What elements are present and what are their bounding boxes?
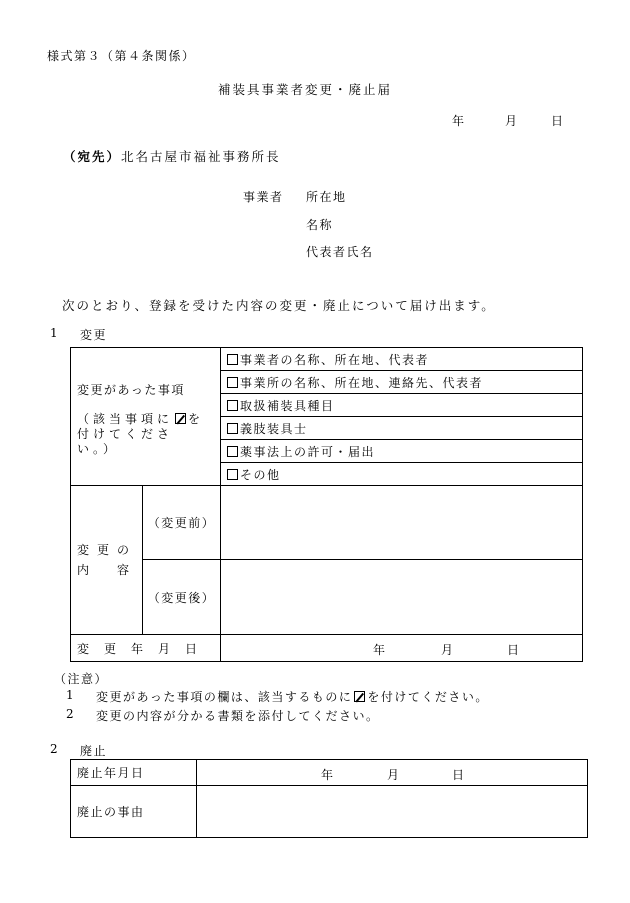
- option-row[interactable]: 取扱補装具種目: [221, 394, 583, 417]
- option-row[interactable]: 薬事法上の許可・届出: [221, 440, 583, 463]
- checkbox-icon[interactable]: [227, 446, 238, 457]
- abolition-date-input[interactable]: 年 月 日: [197, 760, 588, 786]
- changed-items-note: （該当事項に を 付けてくださ い。）: [77, 412, 205, 456]
- changed-items-label-cell: [71, 348, 221, 486]
- option-row[interactable]: その他: [221, 463, 583, 486]
- changed-items-label: 変更があった事項: [77, 383, 185, 397]
- document-title: 補装具事業者変更・廃止届: [218, 82, 393, 97]
- note-1: 変更があった事項の欄は、該当するものに を付けてください。: [96, 690, 489, 704]
- date-day-label: 日: [551, 114, 565, 128]
- checkbox-checked-icon: [175, 413, 186, 424]
- abolition-reason-label: 廃止の事由: [71, 786, 197, 838]
- addressee-line: [63, 147, 281, 165]
- intro-text: 次のとおり、登録を受けた内容の変更・廃止について届け出ます。: [62, 298, 496, 313]
- applicant-label: 事業者: [243, 190, 284, 204]
- applicant-name-label: 名称: [306, 218, 334, 232]
- section1-number: 1: [50, 326, 60, 340]
- section1-heading: 変更: [80, 328, 108, 342]
- form-number: 様式第３（第４条関係）: [47, 49, 196, 63]
- checkbox-icon[interactable]: [227, 400, 238, 411]
- notes-heading: （注意）: [54, 672, 109, 686]
- checkbox-icon[interactable]: [227, 354, 238, 365]
- after-input[interactable]: [221, 560, 583, 635]
- abolition-table: [70, 759, 588, 838]
- before-input[interactable]: [221, 486, 583, 560]
- checkbox-icon[interactable]: [227, 423, 238, 434]
- note-2: 変更の内容が分かる書類を添付してください。: [96, 709, 380, 723]
- change-date-input[interactable]: 年 月 日: [221, 635, 583, 662]
- change-content-label-cell: 変更の 内 容: [71, 486, 143, 635]
- checkbox-icon[interactable]: [227, 469, 238, 480]
- applicant-representative-label: 代表者氏名: [306, 245, 374, 259]
- section2-number: 2: [50, 742, 60, 756]
- option-row[interactable]: 事業所の名称、所在地、連絡先、代表者: [221, 371, 583, 394]
- before-label: （変更前）: [143, 486, 221, 560]
- abolition-reason-input[interactable]: [197, 786, 588, 838]
- addressee-label: （宛先）: [63, 149, 122, 164]
- option-row[interactable]: 義肢装具士: [221, 417, 583, 440]
- note-1-number: 1: [66, 688, 76, 702]
- addressee: 北名古屋市福祉事務所長: [121, 149, 281, 164]
- option-row[interactable]: 事業者の名称、所在地、代表者: [221, 348, 583, 371]
- abolition-date-label: 廃止年月日: [71, 760, 197, 786]
- checkbox-checked-icon: [354, 691, 365, 702]
- change-table: [70, 347, 583, 662]
- after-label: （変更後）: [143, 560, 221, 635]
- section2-heading: 廃止: [80, 744, 108, 758]
- date-month-label: 月: [505, 114, 519, 128]
- change-date-label: 変 更 年 月 日: [71, 635, 221, 662]
- date-year-label: 年: [452, 114, 466, 128]
- note-2-number: 2: [66, 707, 76, 721]
- applicant-address-label: 所在地: [306, 190, 347, 204]
- checkbox-icon[interactable]: [227, 377, 238, 388]
